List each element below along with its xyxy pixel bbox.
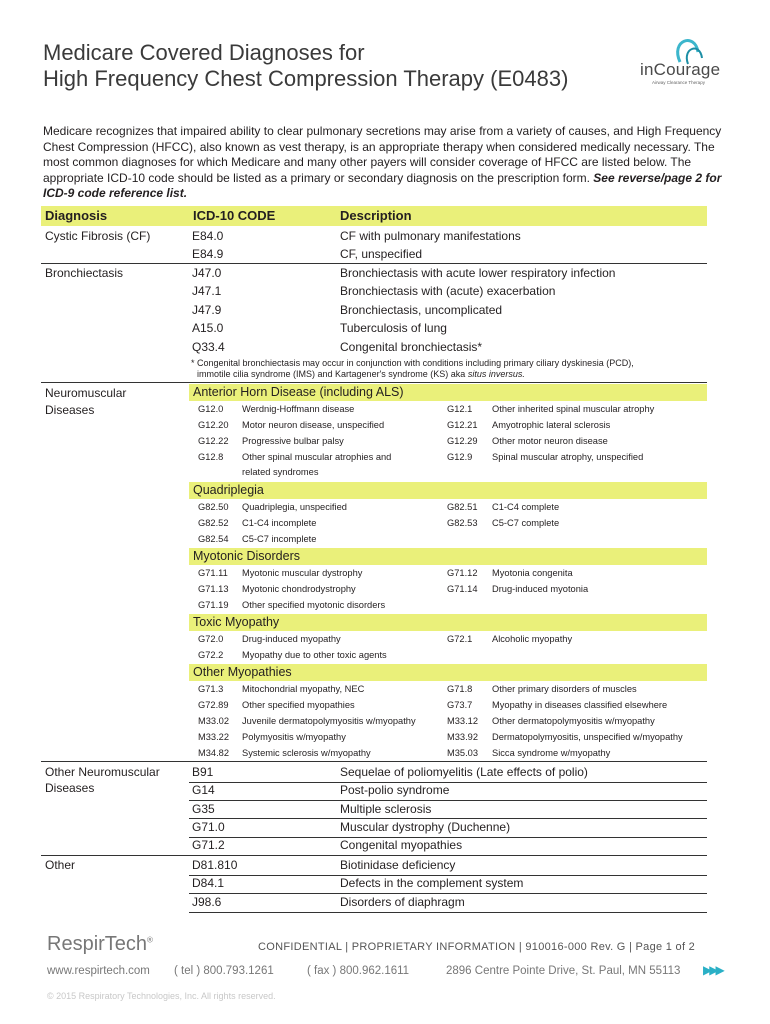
sub-code: G71.19 [198, 600, 229, 610]
sub-code: G72.0 [198, 634, 224, 644]
footnote-line-2 [191, 369, 701, 380]
subheader-label: Myotonic Disorders [193, 549, 300, 563]
sub-desc: Motor neuron disease, unspecified [242, 420, 385, 430]
sub-desc: Drug-induced myotonia [492, 584, 589, 594]
sub-desc: Other inherited spinal muscular atrophy [492, 404, 655, 414]
page-title [43, 40, 568, 92]
table-row-desc: Multiple sclerosis [340, 802, 432, 816]
respirtech-logo [47, 933, 153, 956]
title-line-1: Medicare Covered Diagnoses for [43, 40, 365, 65]
table-header [41, 206, 707, 226]
sub-desc: Spinal muscular atrophy, unspecified [492, 452, 644, 462]
diagnosis-neuromuscular-1: Neuromuscular [45, 386, 127, 400]
subheader-label: Anterior Horn Disease (including ALS) [193, 385, 404, 399]
subheader-toxic [189, 614, 707, 631]
sub-code: G12.22 [198, 436, 229, 446]
sub-code: G71.8 [447, 684, 473, 694]
sub-desc: Alcoholic myopathy [492, 634, 573, 644]
sub-code: M35.03 [447, 748, 479, 758]
sub-desc: Other primary disorders of muscles [492, 684, 637, 694]
sub-desc: C1-C4 incomplete [242, 518, 317, 528]
sub-code: G71.14 [447, 584, 478, 594]
sub-desc: Amyotrophic lateral sclerosis [492, 420, 611, 430]
sub-desc: C5-C7 incomplete [242, 534, 317, 544]
diagnosis-cf: Cystic Fibrosis (CF) [45, 229, 151, 243]
phone-number: ( tel ) 800.793.1261 [174, 965, 274, 977]
sub-desc: Other motor neuron disease [492, 436, 608, 446]
sub-code: G73.7 [447, 700, 473, 710]
sub-desc: C1-C4 complete [492, 502, 560, 512]
footnote-line-1: * Congenital bronchiectasis may occur in conjunction with conditions including primary ciliary dyskinesia (PCD), [191, 358, 634, 368]
row-divider [41, 761, 707, 762]
logo-tagline: Airway Clearance Therapy [652, 80, 705, 85]
sub-desc: Juvenile dermatopolymyositis w/myopathy [242, 716, 416, 726]
sub-desc: Dermatopolymyositis, unspecified w/myopathy [492, 732, 683, 742]
incourage-logo [640, 32, 740, 102]
subheader-label: Toxic Myopathy [193, 615, 280, 629]
sub-desc: Myopathy due to other toxic agents [242, 650, 387, 660]
sub-desc: Quadriplegia, unspecified [242, 502, 347, 512]
website-link[interactable]: www.respirtech.com [47, 965, 150, 977]
table-row-desc: Sequelae of poliomyelitis (Late effects of polio) [340, 765, 588, 779]
diagnosis-other: Other [45, 858, 76, 872]
registered-mark: ® [147, 935, 153, 945]
table-row-desc: Muscular dystrophy (Duchenne) [340, 820, 511, 834]
table-row-code: E84.0 [192, 229, 224, 243]
header-code: ICD-10 CODE [193, 208, 276, 223]
footnote [191, 358, 701, 380]
sub-code: G82.52 [198, 518, 229, 528]
title-line-2: High Frequency Chest Compression Therapy (E0483) [43, 66, 569, 91]
sub-desc: Drug-induced myopathy [242, 634, 341, 644]
table-row-code: Q33.4 [192, 340, 225, 354]
subheader-quadriplegia [189, 482, 707, 499]
row-divider [189, 893, 707, 894]
table-row-code: B91 [192, 765, 214, 779]
copyright: © 2015 Respiratory Technologies, Inc. All rights reserved. [47, 991, 276, 1001]
confidential-line: CONFIDENTIAL | PROPRIETARY INFORMATION | 910016-000 Rev. G | Page 1 of 2 [258, 941, 696, 953]
table-row-desc: Post-polio syndrome [340, 783, 450, 797]
sub-desc-cont: related syndromes [242, 467, 319, 477]
table-row-code: J47.9 [192, 303, 222, 317]
table-row-code: A15.0 [192, 321, 224, 335]
intro-text: Medicare recognizes that impaired ability to clear pulmonary secretions may arise from a variety of causes, and High Frequency Chest Compression (HFCC), also known as vest therapy, is an appropriate therapy when considered medically necessary. The most common diagnoses for which Medicare and many other payers will consider coverage of HFCC are listed below. The appropriate ICD-10 code should be listed as a primary or secondary diagnosis on the prescription form. [43, 124, 722, 185]
row-divider [41, 855, 707, 856]
sub-code: G72.1 [447, 634, 473, 644]
table-row-code: J47.0 [192, 266, 222, 280]
sub-code: G12.0 [198, 404, 224, 414]
table-row-desc: Congenital bronchiectasis* [340, 340, 483, 354]
sub-code: G71.11 [198, 568, 228, 578]
table-row-desc: Bronchiectasis with (acute) exacerbation [340, 284, 556, 298]
table-row-code: G35 [192, 802, 215, 816]
table-row-desc: CF with pulmonary manifestations [340, 229, 521, 243]
chevron-right-icon: ▶▶▶ [703, 963, 722, 977]
sub-desc: Myotonic muscular dystrophy [242, 568, 363, 578]
diagnosis-other-neuromuscular-2: Diseases [45, 781, 95, 795]
sub-code: M33.12 [447, 716, 479, 726]
table-row-code: D81.810 [192, 858, 238, 872]
diagnosis-bronchiectasis: Bronchiectasis [45, 266, 124, 280]
table-row-desc: Biotinidase deficiency [340, 858, 456, 872]
sub-code: M33.02 [198, 716, 230, 726]
table-row-desc: CF, unspecified [340, 247, 423, 261]
logo-name: inCourage [640, 60, 721, 79]
table-row-code: E84.9 [192, 247, 224, 261]
sub-code: G82.51 [447, 502, 478, 512]
sub-desc: Sicca syndrome w/myopathy [492, 748, 611, 758]
fax-number: ( fax ) 800.962.1611 [307, 965, 410, 977]
sub-desc: Progressive bulbar palsy [242, 436, 344, 446]
table-row-desc: Tuberculosis of lung [340, 321, 447, 335]
sub-desc: Other specified myotonic disorders [242, 600, 386, 610]
sub-desc: Werdnig-Hoffmann disease [242, 404, 355, 414]
subheader-label: Quadriplegia [193, 483, 264, 497]
table-row-code: G71.0 [192, 820, 225, 834]
sub-code: G12.1 [447, 404, 473, 414]
sub-code: M34.82 [198, 748, 230, 758]
diagnosis-neuromuscular-2: Diseases [45, 403, 95, 417]
row-divider [189, 800, 707, 801]
sub-code: G12.20 [198, 420, 229, 430]
diagnosis-other-neuromuscular-1: Other Neuromuscular [45, 765, 160, 779]
address: 2896 Centre Pointe Drive, St. Paul, MN 55113 [446, 965, 681, 977]
sub-code: G72.2 [198, 650, 224, 660]
sub-desc: Mitochondrial myopathy, NEC [242, 684, 365, 694]
subheader-anterior-horn [189, 384, 707, 401]
footnote-italic: situs inversus. [467, 369, 525, 379]
sub-desc: C5-C7 complete [492, 518, 560, 528]
header-description: Description [340, 208, 412, 223]
footnote-line-2-text: immotile cilia syndrome (IMS) and Kartagener's syndrome (KS) aka [197, 369, 468, 379]
sub-code: G82.50 [198, 502, 229, 512]
sub-desc: Polymyositis w/myopathy [242, 732, 346, 742]
sub-desc: Myopathy in diseases classified elsewhere [492, 700, 668, 710]
sub-code: M33.22 [198, 732, 230, 742]
sub-desc: Systemic sclerosis w/myopathy [242, 748, 371, 758]
sub-code: G12.21 [447, 420, 478, 430]
sub-code: G82.53 [447, 518, 478, 528]
subheader-other-myopathies [189, 664, 707, 681]
sub-code: G72.89 [198, 700, 229, 710]
table-row-desc: Defects in the complement system [340, 876, 524, 890]
sub-code: G71.12 [447, 568, 478, 578]
table-row-desc: Congenital myopathies [340, 838, 463, 852]
table-row-desc: Bronchiectasis with acute lower respiratory infection [340, 266, 616, 280]
subheader-label: Other Myopathies [193, 665, 292, 679]
row-divider [41, 382, 707, 383]
sub-desc: Other dermatopolymyositis w/myopathy [492, 716, 655, 726]
table-row-code: G71.2 [192, 838, 225, 852]
sub-desc: Other specified myopathies [242, 700, 355, 710]
subheader-myotonic [189, 548, 707, 565]
sub-code: G71.13 [198, 584, 229, 594]
sub-code: G82.54 [198, 534, 229, 544]
header-diagnosis: Diagnosis [45, 208, 108, 223]
sub-desc: Myotonic chondrodystrophy [242, 584, 356, 594]
row-divider [189, 912, 707, 913]
sub-code: G71.3 [198, 684, 224, 694]
sub-desc: Myotonia congenita [492, 568, 573, 578]
brand-name: RespirTech [47, 933, 148, 955]
sub-code: G12.9 [447, 452, 473, 462]
table-row-code: G14 [192, 783, 215, 797]
intro-emphasis: See reverse/page 2 for ICD-9 code reference list. [43, 170, 722, 200]
table-row-code: D84.1 [192, 876, 225, 890]
table-row-code: J47.1 [192, 284, 222, 298]
table-row-desc: Disorders of diaphragm [340, 895, 465, 909]
table-row-desc: Bronchiectasis, uncomplicated [340, 303, 503, 317]
sub-code: G12.29 [447, 436, 478, 446]
row-divider [41, 263, 707, 264]
row-divider [189, 818, 707, 819]
sub-code: M33.92 [447, 732, 479, 742]
intro-paragraph [43, 124, 723, 202]
table-row-code: J98.6 [192, 895, 222, 909]
sub-code: G12.8 [198, 452, 224, 462]
sub-desc: Other spinal muscular atrophies and [242, 452, 392, 462]
